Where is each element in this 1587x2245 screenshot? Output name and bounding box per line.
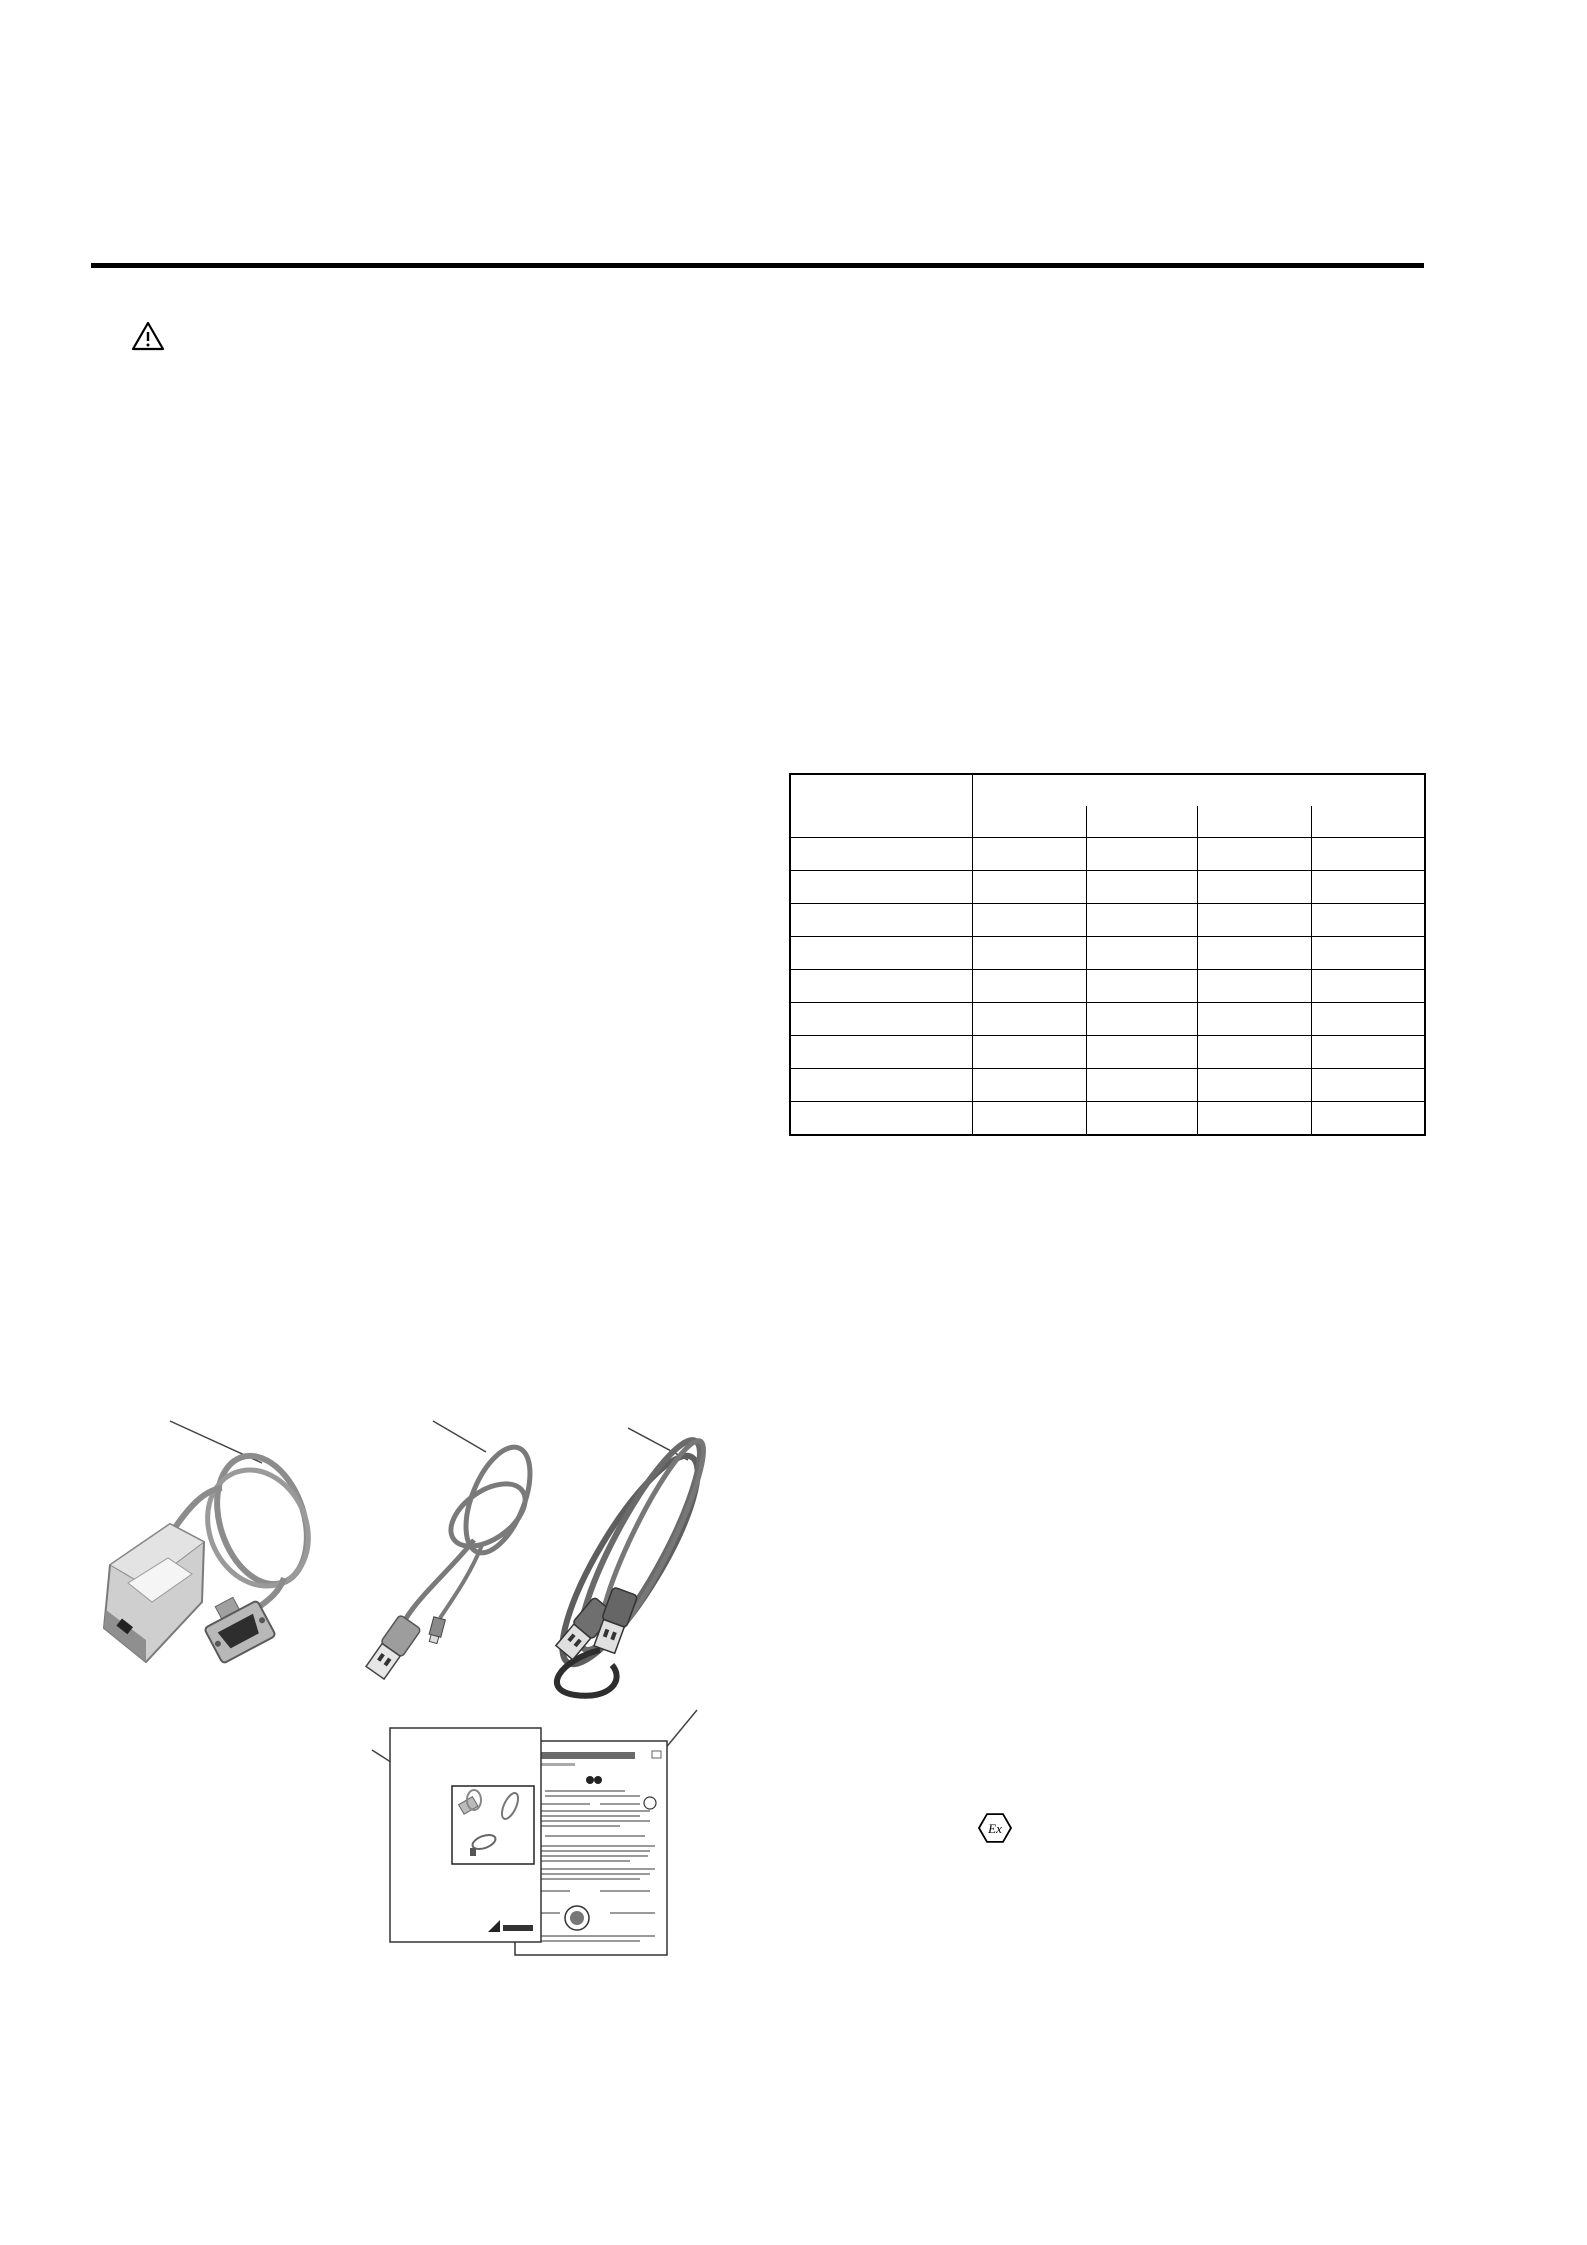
table-cell bbox=[790, 1102, 972, 1136]
table-row bbox=[790, 871, 1425, 904]
table-cell bbox=[972, 1003, 1086, 1036]
certificate-document bbox=[515, 1710, 697, 1955]
usb-a-plug bbox=[364, 1615, 421, 1681]
accessories-figure bbox=[0, 1380, 760, 1980]
table-subheader bbox=[972, 806, 1086, 838]
certificate-seal-inner bbox=[570, 1911, 584, 1925]
table-row bbox=[790, 937, 1425, 970]
db9-connector bbox=[198, 1588, 276, 1664]
table-cell bbox=[1086, 1036, 1197, 1069]
certificate-text-line bbox=[530, 1855, 648, 1857]
leader-line bbox=[433, 1421, 486, 1452]
table-cell bbox=[972, 1036, 1086, 1069]
table-cell bbox=[790, 970, 972, 1003]
table-cell bbox=[1086, 838, 1197, 871]
table-cell bbox=[1086, 871, 1197, 904]
table-header-left bbox=[790, 774, 972, 838]
table-cell bbox=[1197, 937, 1311, 970]
table-cell bbox=[972, 1069, 1086, 1102]
table-row bbox=[790, 904, 1425, 937]
certificate-text-line bbox=[530, 1810, 650, 1812]
table-body bbox=[790, 838, 1425, 1136]
certificate-text-line bbox=[600, 1890, 650, 1892]
table-row bbox=[790, 1102, 1425, 1136]
table-cell bbox=[1086, 904, 1197, 937]
table-cell bbox=[790, 871, 972, 904]
table-cell bbox=[1197, 1069, 1311, 1102]
table-cell bbox=[1197, 1036, 1311, 1069]
table-row bbox=[790, 838, 1425, 871]
table-cell bbox=[972, 937, 1086, 970]
cable-loop bbox=[440, 1471, 536, 1558]
certificate-heading bbox=[535, 1752, 635, 1759]
certificate-text-line bbox=[530, 1815, 640, 1817]
booklet-mini-plug bbox=[470, 1848, 476, 1856]
usb-mini-plug bbox=[427, 1617, 445, 1644]
certificate-text-line bbox=[530, 1820, 650, 1822]
table-cell bbox=[1311, 1036, 1425, 1069]
certificate-text-line bbox=[530, 1860, 630, 1862]
table-cell bbox=[790, 1069, 972, 1102]
table-cell bbox=[1197, 871, 1311, 904]
table-subheader bbox=[1311, 806, 1425, 838]
table-subheader bbox=[1197, 806, 1311, 838]
table-cell bbox=[1311, 1069, 1425, 1102]
certificate-text-line bbox=[545, 1835, 645, 1837]
data-table bbox=[789, 773, 1426, 1136]
header-rule bbox=[91, 263, 1424, 268]
table-cell bbox=[1197, 970, 1311, 1003]
table-cell bbox=[790, 1003, 972, 1036]
certificate-text-line bbox=[530, 1868, 655, 1870]
table-row bbox=[790, 970, 1425, 1003]
table-cell bbox=[790, 937, 972, 970]
certificate-emblem bbox=[594, 1776, 602, 1784]
certificate-text-line bbox=[600, 1803, 640, 1805]
table-cell bbox=[1311, 937, 1425, 970]
certificate-emblem bbox=[586, 1776, 594, 1784]
certificate-text-line bbox=[545, 1795, 640, 1797]
table-cell bbox=[1086, 1102, 1197, 1136]
table-cell bbox=[972, 838, 1086, 871]
table-cell bbox=[1311, 970, 1425, 1003]
table-header-group bbox=[972, 774, 1425, 806]
certificate-text-line bbox=[530, 1878, 640, 1880]
table-cell bbox=[972, 871, 1086, 904]
table-cell bbox=[1197, 1102, 1311, 1136]
booklet-logo-bar bbox=[503, 1925, 533, 1931]
manual-booklet bbox=[372, 1728, 541, 1942]
certificate-text-line bbox=[530, 1845, 655, 1847]
table-cell bbox=[1197, 1003, 1311, 1036]
table-cell bbox=[1086, 937, 1197, 970]
table-cell bbox=[790, 904, 972, 937]
table-cell bbox=[790, 838, 972, 871]
certificate-text-line bbox=[545, 1790, 625, 1792]
table-cell bbox=[1086, 1069, 1197, 1102]
table-cell bbox=[1197, 838, 1311, 871]
certificate-text-line bbox=[530, 1935, 655, 1937]
table-cell bbox=[1197, 904, 1311, 937]
certificate-text-line bbox=[530, 1873, 650, 1875]
serial-adapter-figure bbox=[104, 1421, 327, 1664]
certificate-text-line bbox=[530, 1850, 650, 1852]
table-row bbox=[790, 1003, 1425, 1036]
table-row bbox=[790, 1069, 1425, 1102]
certificate-text-line bbox=[540, 1940, 640, 1942]
table-cell bbox=[972, 904, 1086, 937]
table-subheader bbox=[1086, 806, 1197, 838]
table-cell bbox=[972, 1102, 1086, 1136]
leader-line bbox=[664, 1710, 697, 1750]
table-cell bbox=[1311, 904, 1425, 937]
warning-triangle-icon bbox=[131, 321, 165, 351]
usb-a-a-cable-figure bbox=[541, 1428, 719, 1696]
booklet-cover-picture bbox=[452, 1786, 534, 1864]
table-cell bbox=[1311, 838, 1425, 871]
certificate-text-line bbox=[610, 1912, 655, 1914]
table-cell bbox=[1311, 1003, 1425, 1036]
table-cell bbox=[1086, 970, 1197, 1003]
table-cell bbox=[790, 1036, 972, 1069]
table-cell bbox=[972, 970, 1086, 1003]
usb-cable-figure bbox=[364, 1421, 543, 1680]
ex-lettering: Ex bbox=[988, 1821, 1002, 1836]
certificate-text-line bbox=[530, 1825, 620, 1827]
table-cell bbox=[1086, 1003, 1197, 1036]
table-header-row bbox=[790, 774, 1425, 806]
ex-hexagon-icon bbox=[978, 1811, 1012, 1845]
table-cell bbox=[1311, 871, 1425, 904]
table-cell bbox=[1311, 1102, 1425, 1136]
table-row bbox=[790, 1036, 1425, 1069]
